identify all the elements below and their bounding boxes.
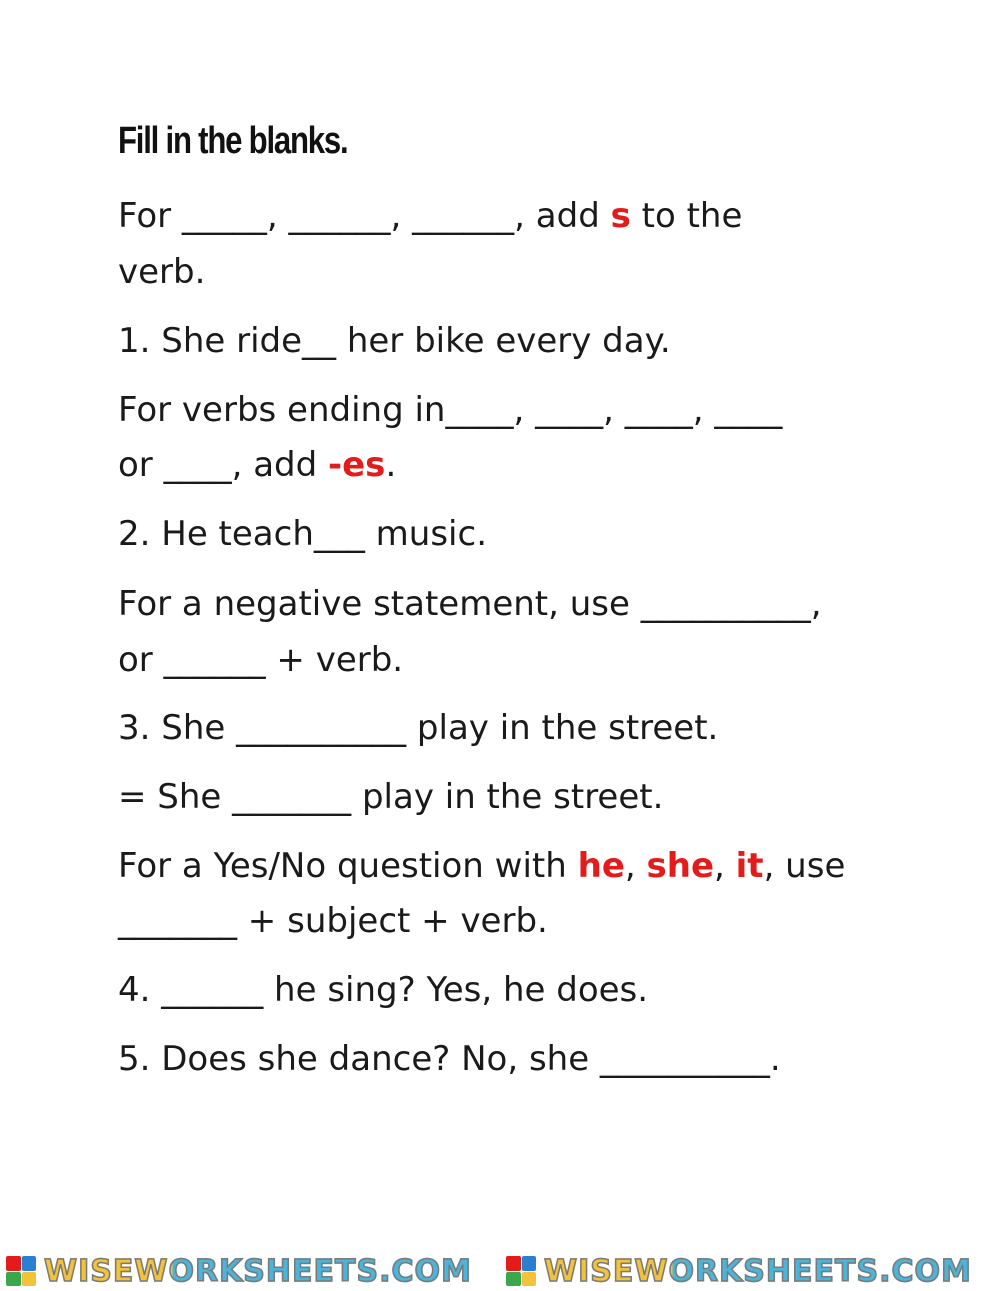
rule-question-line1 (118, 846, 845, 886)
rule-question-comma: , (714, 846, 736, 886)
watermark-text: WISEWORKSHEETS.COM (44, 1253, 472, 1289)
wiseworksheets-logo-icon (6, 1256, 36, 1286)
rule-question-comma: , (624, 846, 647, 886)
question-2: 2. He teach___ music. (118, 514, 488, 554)
rule-add-s-line1 (118, 196, 742, 236)
rule-question-text: For a Yes/No question with (118, 846, 578, 886)
rule-negative-line1: For a negative statement, use __________, (118, 584, 822, 624)
pronoun-she-highlight: she (646, 846, 715, 886)
page-title: Fill in the blanks. (118, 120, 348, 162)
rule-question-line2: _______ + subject + verb. (118, 901, 548, 941)
wiseworksheets-logo-icon (506, 1256, 536, 1286)
rule-add-es-text: or ____, add (118, 445, 329, 485)
suffix-es-highlight: -es (328, 445, 386, 485)
rule-add-s-text: For _____, ______, ______, add (118, 196, 611, 236)
watermark-footer (0, 1251, 1000, 1291)
pronoun-he-highlight: he (577, 846, 625, 886)
pronoun-it-highlight: it (735, 846, 764, 886)
question-3-alternate: = She _______ play in the street. (118, 777, 664, 817)
watermark (500, 1251, 1000, 1291)
rule-add-s-text-end: to the (630, 196, 743, 236)
question-5: 5. Does she dance? No, she __________. (118, 1039, 781, 1079)
watermark-text: WISEWORKSHEETS.COM (544, 1253, 972, 1289)
rule-add-es-line1: For verbs ending in____, ____, ____, ____ (118, 390, 783, 430)
rule-add-es-period: . (385, 445, 397, 485)
suffix-s-highlight: s (610, 196, 631, 236)
rule-question-text-end: , use (763, 846, 846, 886)
watermark (0, 1251, 500, 1291)
question-1: 1. She ride__ her bike every day. (118, 321, 671, 361)
rule-add-s-line2: verb. (118, 252, 206, 292)
question-3: 3. She __________ play in the street. (118, 708, 719, 748)
rule-add-es-line2 (118, 445, 396, 485)
rule-negative-line2: or ______ + verb. (118, 640, 404, 680)
question-4: 4. ______ he sing? Yes, he does. (118, 970, 649, 1010)
